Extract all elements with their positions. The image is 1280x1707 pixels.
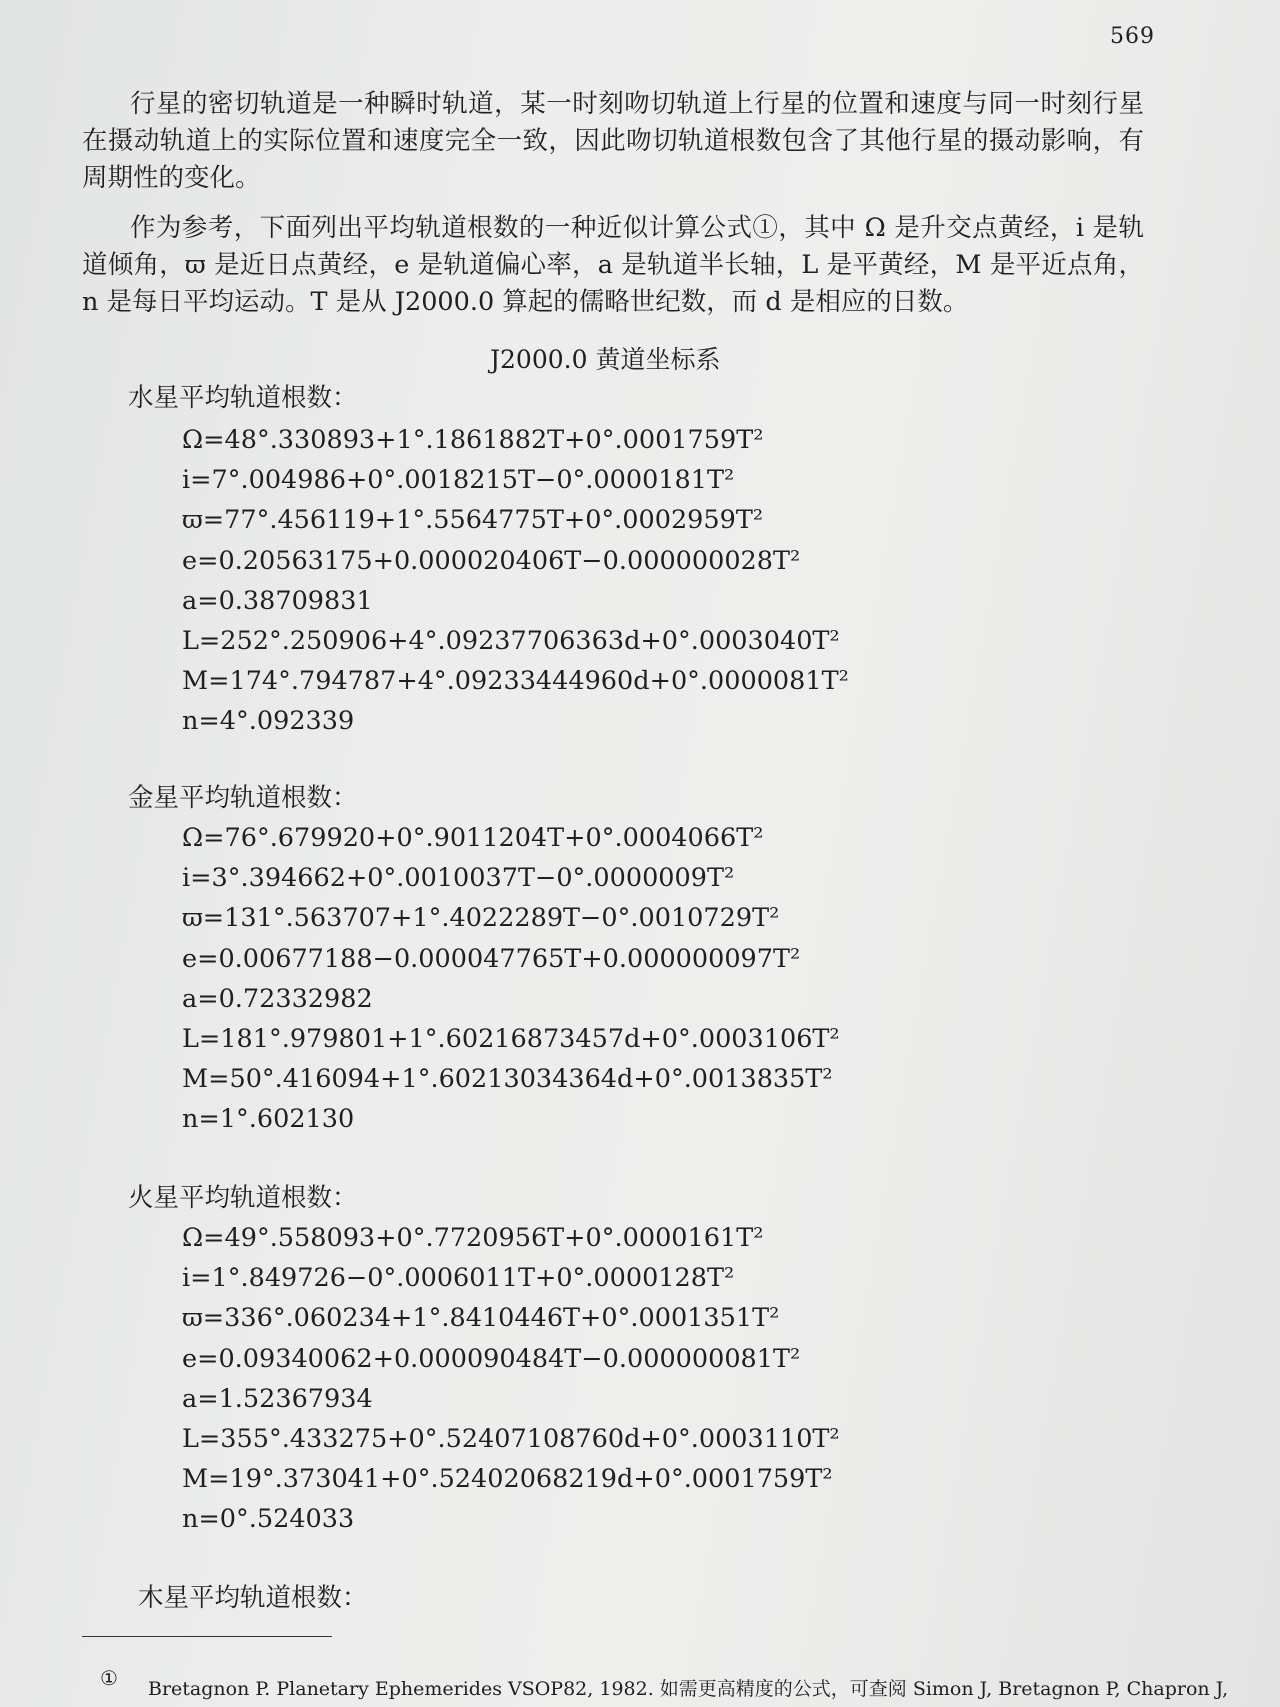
formula-line: ϖ=77°.456119+1°.5564775T+0°.0002959T²	[182, 505, 764, 536]
mercury-formulas	[182, 420, 849, 742]
formula-line: n=4°.092339	[182, 706, 355, 737]
formula-line: n=1°.602130	[182, 1104, 355, 1135]
formula-line: i=7°.004986+0°.0018215T−0°.0000181T²	[182, 465, 735, 496]
formula-line: L=355°.433275+0°.52407108760d+0°.0003110T²	[182, 1423, 840, 1454]
formula-line: M=174°.794787+4°.09233444960d+0°.0000081T²	[182, 666, 849, 697]
formula-line: i=1°.849726−0°.0006011T+0°.0000128T²	[182, 1263, 735, 1294]
intro-paragraph: 行星的密切轨道是一种瞬时轨道，某一时刻吻切轨道上行星的位置和速度与同一时刻行星在摄动轨道上的实际位置和速度完全一致，因此吻切轨道根数包含了其他行星的摄动影响，有周期性的变化。	[82, 89, 1144, 193]
page-number: 569	[1110, 24, 1155, 49]
footnote-rule	[82, 1636, 332, 1637]
formula-line: M=19°.373041+0°.52402068219d+0°.0001759T²	[182, 1464, 833, 1495]
mars-heading: 火星平均轨道根数：	[128, 1183, 358, 1213]
formula-line: L=181°.979801+1°.60216873457d+0°.0003106T²	[182, 1023, 840, 1054]
system-heading: J2000.0 黄道坐标系	[490, 345, 721, 374]
mercury-heading: 水星平均轨道根数：	[128, 383, 358, 413]
formula-line: e=0.00677188−0.000047765T+0.000000097T²	[182, 943, 801, 974]
mars-formulas	[182, 1218, 840, 1540]
formula-line: Ω=49°.558093+0°.7720956T+0°.0000161T²	[182, 1223, 764, 1253]
formula-line: ϖ=131°.563707+1°.4022289T−0°.0010729T²	[182, 903, 780, 934]
formula-line: Ω=48°.330893+1°.1861882T+0°.0001759T²	[182, 425, 764, 455]
formula-line: e=0.09340062+0.000090484T−0.000000081T²	[182, 1343, 801, 1374]
venus-formulas	[182, 818, 840, 1140]
footnote-text: Bretagnon P. Planetary Ephemerides VSOP82, 1982. 如需更高精度的公式，可查阅 Simon J, Bretagnon P, Chapron J,	[148, 1678, 1229, 1700]
venus-heading: 金星平均轨道根数：	[128, 783, 358, 813]
formula-line: n=0°.524033	[182, 1504, 355, 1535]
formula-line: e=0.20563175+0.000020406T−0.000000028T²	[182, 545, 801, 576]
formula-line: Ω=76°.679920+0°.9011204T+0°.0004066T²	[182, 823, 764, 853]
formula-line: ϖ=336°.060234+1°.8410446T+0°.0001351T²	[182, 1303, 780, 1334]
definitions-paragraph: 作为参考，下面列出平均轨道根数的一种近似计算公式①，其中 Ω 是升交点黄经，i 是轨道倾角，ϖ 是近日点黄经，e 是轨道偏心率，a 是轨道半长轴，L 是平黄经，M 是平近点角，n 是每日平均运动。T 是从 J2000.0 算起的儒略世纪数，而 d 是相应的日数。	[82, 213, 1144, 317]
jupiter-heading: 木星平均轨道根数：	[138, 1583, 368, 1613]
formula-line: a=0.72332982	[182, 983, 373, 1014]
formula-line: a=0.38709831	[182, 585, 373, 616]
formula-line: i=3°.394662+0°.0010037T−0°.0000009T²	[182, 863, 735, 894]
formula-line: a=1.52367934	[182, 1383, 373, 1414]
footnote-marker: ①	[100, 1666, 118, 1690]
formula-line: M=50°.416094+1°.60213034364d+0°.0013835T²	[182, 1064, 833, 1095]
formula-line: L=252°.250906+4°.09237706363d+0°.0003040T²	[182, 625, 840, 656]
